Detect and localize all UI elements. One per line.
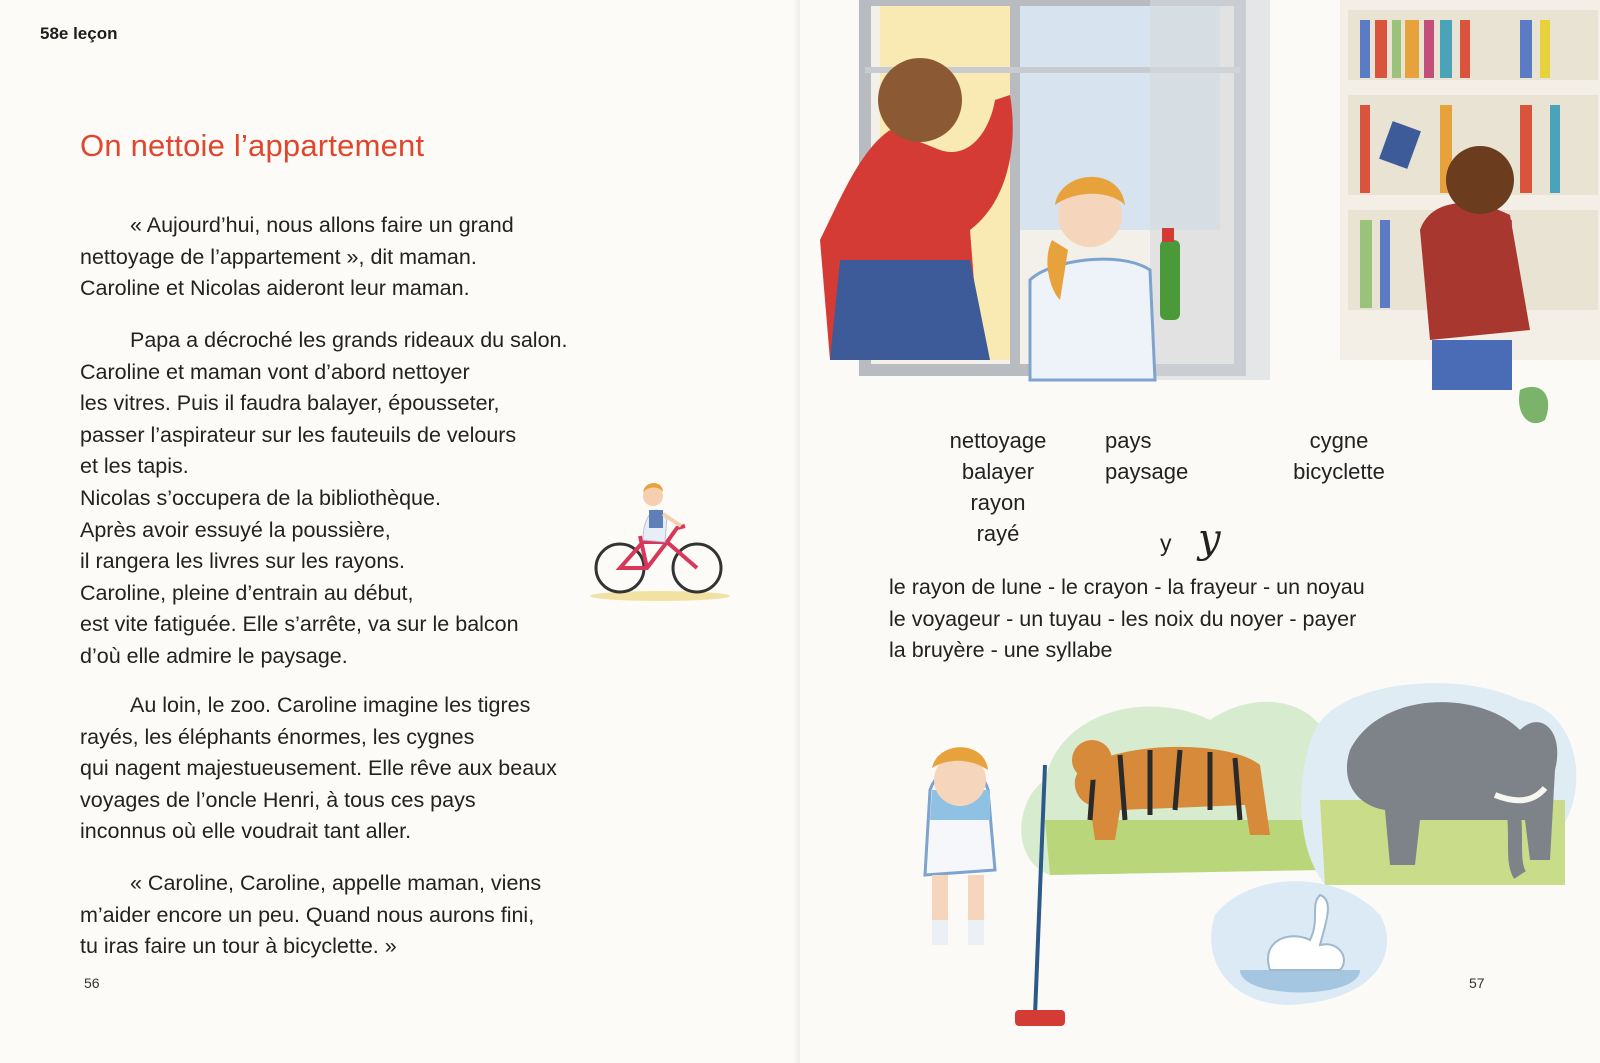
letter-y-cursive: y bbox=[1198, 516, 1221, 562]
page-title: On nettoie l’appartement bbox=[80, 128, 425, 163]
text-line: « Aujourd’hui, nous allons faire un grand bbox=[130, 213, 514, 237]
word: rayon bbox=[970, 490, 1026, 515]
cleaning-scene-illustration bbox=[820, 0, 1600, 440]
text-line: Caroline et maman vont d’abord nettoyer bbox=[80, 359, 470, 384]
letter-y-print: y bbox=[1160, 530, 1172, 556]
word: rayé bbox=[976, 521, 1020, 546]
phrase-line: le voyageur - un tuyau - les noix du noyer - payer bbox=[889, 606, 1357, 631]
paragraph-3 bbox=[80, 690, 720, 848]
text-line: rayés, les éléphants énormes, les cygnes bbox=[80, 724, 475, 749]
phrase-line: le rayon de lune - le crayon - la frayeur - un noyau bbox=[889, 575, 1365, 599]
girl-on-bicycle-illustration bbox=[585, 470, 735, 605]
page-number: 56 bbox=[84, 975, 100, 991]
text-line: tu iras faire un tour à bicyclette. » bbox=[80, 934, 397, 959]
text-line: d’où elle admire le paysage. bbox=[80, 643, 348, 668]
word: bicyclette bbox=[1293, 459, 1385, 484]
phrase-line: la bruyère - une syllabe bbox=[889, 638, 1113, 663]
word: balayer bbox=[961, 459, 1035, 484]
word-column-2 bbox=[1105, 425, 1215, 487]
text-line: inconnus où elle voudrait tant aller. bbox=[80, 819, 412, 844]
text-line: est vite fatiguée. Elle s’arrête, va sur le balcon bbox=[80, 612, 519, 637]
text-line: Caroline, pleine d’entrain au début, bbox=[80, 580, 414, 605]
text-line: m’aider encore un peu. Quand nous aurons fini, bbox=[80, 902, 535, 927]
right-page bbox=[800, 0, 1600, 1063]
text-line: Nicolas s’occupera de la bibliothèque. bbox=[80, 485, 441, 510]
paragraph-1 bbox=[80, 210, 720, 305]
word-column-1 bbox=[920, 425, 1076, 549]
word: cygne bbox=[1309, 428, 1369, 453]
word: paysage bbox=[1105, 459, 1189, 484]
lesson-label: 58e leçon bbox=[40, 24, 118, 43]
text-line: les vitres. Puis il faudra balayer, épousseter, bbox=[80, 391, 500, 416]
text-line: qui nagent majestueusement. Elle rêve aux beaux bbox=[80, 756, 557, 781]
practice-phrases bbox=[889, 572, 1365, 667]
text-line: Caroline et Nicolas aideront leur maman. bbox=[80, 276, 470, 301]
text-line: il rangera les livres sur les rayons. bbox=[80, 549, 406, 574]
text-line: passer l’aspirateur sur les fauteuils de velours bbox=[80, 422, 517, 447]
word: pays bbox=[1105, 428, 1152, 453]
text-line: « Caroline, Caroline, appelle maman, viens bbox=[130, 871, 542, 895]
word-column-3 bbox=[1274, 425, 1404, 487]
text-line: Après avoir essuyé la poussière, bbox=[80, 517, 391, 542]
text-line: nettoyage de l’appartement », dit maman. bbox=[80, 244, 477, 269]
page-number: 57 bbox=[1469, 975, 1485, 991]
text-line: Papa a décroché les grands rideaux du salon. bbox=[130, 328, 568, 352]
word: nettoyage bbox=[949, 428, 1047, 453]
text-line: voyages de l’oncle Henri, à tous ces pays bbox=[80, 787, 476, 812]
zoo-animals-illustration bbox=[820, 670, 1590, 1055]
text-line: Au loin, le zoo. Caroline imagine les tigres bbox=[130, 693, 531, 717]
paragraph-4 bbox=[80, 868, 720, 963]
text-line: et les tapis. bbox=[80, 454, 189, 479]
